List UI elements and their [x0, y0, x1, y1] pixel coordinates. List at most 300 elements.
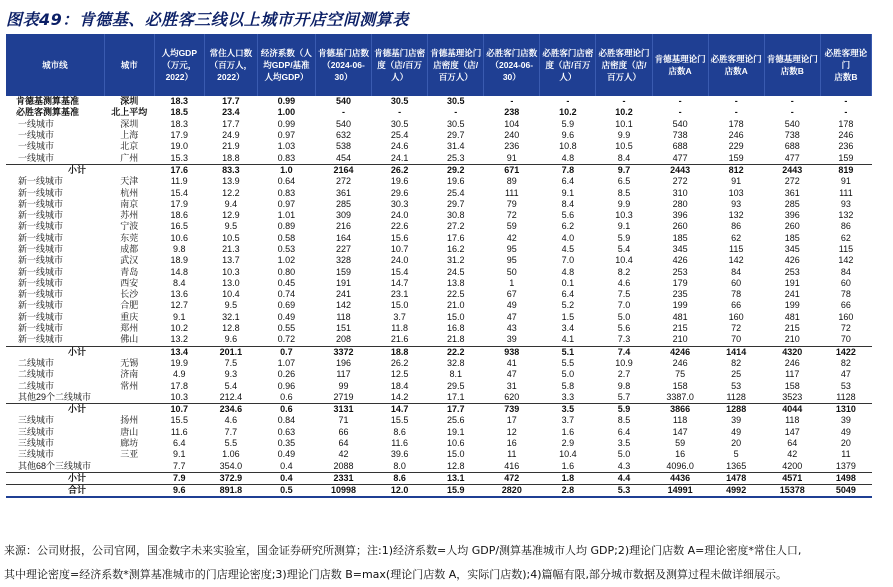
table-row — [6, 415, 872, 426]
table-cell: 66 — [840, 300, 851, 311]
table-cell: 5.5 — [224, 438, 238, 449]
table-cell: 20 — [731, 438, 742, 449]
table-cell: 29.7 — [446, 198, 465, 209]
table-cell: 30.5 — [446, 118, 465, 129]
table-cell: 8.4 — [561, 198, 575, 209]
table-cell: 15.4 — [170, 187, 189, 198]
table-cell: 688 — [784, 141, 800, 152]
table-cell: 4.0 — [561, 232, 575, 243]
table-cell: 新一线城市 — [18, 334, 64, 345]
table-cell: 738 — [672, 130, 688, 141]
table-cell: - — [454, 107, 458, 118]
table-cell: 0.55 — [277, 323, 296, 334]
table-cell: 117 — [785, 369, 800, 380]
table-cell: 0.96 — [277, 380, 296, 391]
table-cell: 15.0 — [446, 311, 465, 322]
table-cell: 147 — [672, 426, 688, 437]
column-header-9[interactable]: 必胜客门店密 度（店/百万 人） — [540, 34, 596, 96]
table-cell: 三线城市 — [18, 426, 55, 437]
table-cell: 武汉 — [120, 255, 139, 266]
table-row — [6, 300, 872, 311]
table-cell: 118 — [672, 415, 688, 426]
table-cell: 103 — [728, 187, 744, 198]
table-cell: 4.1 — [561, 334, 575, 345]
table-cell: 4200 — [782, 460, 803, 471]
table-cell: 118 — [785, 415, 800, 426]
table-cell: 9.3 — [224, 369, 238, 380]
table-cell: 216 — [336, 221, 352, 232]
table-cell: 2719 — [333, 391, 354, 402]
table-cell: 147 — [784, 426, 800, 437]
table-cell: 285 — [784, 198, 800, 209]
table-cell: 7.3 — [617, 334, 631, 345]
table-cell: 540 — [336, 96, 352, 107]
table-cell: 0.1 — [561, 277, 575, 288]
table-cell: 0.26 — [277, 369, 296, 380]
table-cell: 1422 — [820, 346, 871, 358]
table-cell: 9.6 — [561, 130, 575, 141]
table-cell: 111 — [839, 187, 853, 198]
column-header-2[interactable]: 人均GDP （万元， 2022） — [154, 34, 204, 96]
table-cell: 扬州 — [120, 415, 139, 426]
table-cell: 66 — [731, 300, 742, 311]
table-cell: 新一线城市 — [18, 277, 64, 288]
table-cell: 95 — [506, 244, 517, 254]
table-row — [6, 266, 872, 277]
table-cell: 5.9 — [561, 118, 575, 129]
table-cell: 西安 — [120, 277, 139, 288]
table-cell: 13.1 — [428, 472, 484, 484]
table-cell: 4.4 — [596, 472, 652, 484]
table-row — [6, 141, 872, 152]
table-cell: 5.7 — [617, 391, 631, 402]
table-cell: 5.5 — [561, 357, 575, 368]
table-cell: 86 — [840, 221, 851, 232]
table-cell: 4992 — [708, 485, 764, 498]
table-cell: 1365 — [726, 460, 747, 471]
table-cell: 10.3 — [222, 266, 240, 277]
table-cell: 15.4 — [390, 266, 409, 277]
table-cell: 4096.0 — [666, 460, 694, 471]
table-cell: 26.2 — [390, 357, 409, 368]
table-cell: 新一线城市 — [18, 289, 64, 300]
table-cell: 41 — [506, 357, 517, 368]
table-row — [6, 278, 872, 289]
table-cell: 179 — [672, 277, 688, 288]
table-cell: 0.58 — [277, 232, 296, 243]
table-cell: 5.9 — [596, 404, 652, 416]
table-cell: 三线城市 — [18, 438, 55, 449]
table-cell: 199 — [672, 300, 688, 311]
column-header-5[interactable]: 肯德基门店数 （2024-06- 30） — [315, 34, 371, 96]
table-cell: 7.9 — [154, 472, 204, 484]
table-cell: 158 — [784, 380, 800, 391]
table-row — [6, 244, 872, 255]
table-cell: 14.2 — [390, 391, 409, 402]
table-cell: 9.6 — [154, 485, 204, 498]
table-cell: 1128 — [836, 391, 856, 402]
table-cell: 20 — [840, 438, 851, 449]
table-cell: 32.1 — [222, 311, 240, 322]
table-cell: 253 — [784, 266, 800, 277]
table-cell: 9.8 — [173, 244, 186, 254]
header-row — [6, 34, 872, 96]
table-cell: 15378 — [764, 485, 820, 498]
table-cell: 24.0 — [390, 210, 409, 221]
table-cell: 11 — [507, 449, 517, 460]
table-cell: 78 — [731, 289, 742, 300]
table-cell: 819 — [820, 164, 871, 176]
table-cell: 18.3 — [170, 118, 189, 129]
table-cell: 49 — [840, 426, 851, 437]
table-cell: 新一线城市 — [18, 176, 64, 187]
table-cell: 738 — [784, 130, 800, 141]
table-row — [6, 176, 872, 187]
table-cell: 7.5 — [617, 289, 631, 300]
table-cell: 75 — [675, 369, 686, 380]
table-cell: 21.0 — [446, 300, 465, 311]
table-cell — [104, 472, 154, 484]
table-cell: 47 — [506, 369, 517, 380]
table-cell: 0.45 — [277, 277, 296, 288]
table-cell: 540 — [672, 118, 688, 129]
table-cell: 159 — [336, 266, 352, 277]
table-cell: 8.6 — [393, 426, 406, 437]
table-cell: 北京 — [120, 141, 139, 152]
table-cell: 1478 — [708, 472, 764, 484]
table-cell: - — [678, 107, 682, 118]
baseline-row — [6, 96, 872, 107]
table-cell: 5 — [733, 449, 739, 460]
table-cell: 24.6 — [390, 141, 409, 152]
table-cell: 199 — [784, 300, 800, 311]
table-cell: 285 — [336, 198, 352, 209]
column-header-4[interactable]: 经济系数（人 均GDP/基准 人均GDP） — [257, 34, 315, 96]
table-cell — [104, 164, 154, 176]
table-cell: 86 — [731, 221, 742, 232]
table-cell: 30.5 — [446, 96, 465, 107]
table-cell: 671 — [484, 164, 540, 176]
table-cell: 10.4 — [559, 449, 577, 460]
table-cell: 6.4 — [173, 438, 186, 449]
table-cell: 13.8 — [446, 277, 465, 288]
table-cell: 2088 — [333, 460, 354, 471]
table-cell: 241 — [336, 289, 352, 300]
table-row — [6, 369, 872, 380]
table-cell: 22.5 — [446, 289, 465, 300]
table-cell: 396 — [784, 210, 800, 221]
table-cell: 84 — [731, 266, 742, 277]
table-row — [6, 210, 872, 221]
table-cell: 1310 — [820, 404, 871, 416]
table-cell: 10.6 — [170, 232, 189, 243]
table-cell: 唐山 — [120, 426, 139, 437]
table-cell: 12.2 — [222, 187, 240, 198]
table-cell: 0.84 — [277, 415, 296, 426]
table-row — [6, 461, 872, 473]
table-cell: 新一线城市 — [18, 244, 64, 254]
table-cell — [104, 485, 154, 498]
table-cell: 10.7 — [390, 244, 409, 254]
table-cell: 0.7 — [257, 346, 315, 358]
table-cell: 广州 — [120, 152, 139, 163]
column-header-14[interactable]: 必胜客理论门 店数B — [820, 34, 871, 96]
column-header-13[interactable]: 肯德基理论门 店数B — [764, 34, 820, 96]
table-cell: 396 — [672, 210, 688, 221]
table-cell: 2.9 — [561, 438, 575, 449]
column-header-11[interactable]: 肯德基理论门 店数A — [652, 34, 708, 96]
table-cell: 二线城市 — [18, 357, 55, 368]
table-cell: 71 — [338, 415, 349, 426]
column-header-10[interactable]: 必胜客理论门 店密度（店/ 百万人） — [596, 34, 652, 96]
table-cell: 53 — [840, 380, 851, 391]
table-cell: 0.53 — [277, 244, 296, 254]
table-cell: 15.6 — [390, 232, 409, 243]
table-cell: 重庆 — [120, 311, 139, 322]
table-cell: 长沙 — [120, 289, 139, 300]
table-cell: 0.97 — [277, 130, 296, 141]
column-header-0[interactable]: 城市线 — [6, 34, 104, 96]
table-cell: 0.6 — [280, 391, 293, 402]
table-cell: 一线城市 — [18, 141, 55, 152]
table-cell: 21.3 — [222, 244, 240, 254]
table-cell: 0.99 — [277, 96, 296, 107]
table-cell: 4571 — [764, 472, 820, 484]
table-cell: 0.5 — [257, 485, 315, 498]
table-cell: 272 — [672, 176, 688, 187]
subtotal-row-new-tier1 — [6, 346, 872, 358]
table-cell: 其他29个二线城市 — [18, 391, 92, 402]
table-cell: 13.7 — [222, 255, 240, 266]
table-cell: 272 — [336, 176, 352, 187]
table-cell: 0.74 — [277, 289, 296, 300]
table-cell: 93 — [840, 198, 851, 209]
table-cell: 0.35 — [277, 438, 296, 449]
table-cell: 159 — [838, 152, 854, 163]
table-cell: 0.49 — [277, 449, 296, 460]
column-header-12[interactable]: 必胜客理论门 店数A — [708, 34, 764, 96]
table-cell: 481 — [784, 311, 800, 322]
table-cell: 15.5 — [390, 415, 409, 426]
table-cell: 9.1 — [173, 449, 186, 460]
table-row — [6, 130, 872, 141]
table-cell: 32.8 — [446, 357, 465, 368]
table-cell: 13.9 — [222, 176, 240, 187]
table-cell: 39 — [506, 334, 517, 345]
table-cell: 11.9 — [170, 176, 188, 187]
table-cell: 10.5 — [222, 232, 240, 243]
table-cell: 小计 — [6, 346, 104, 358]
table-row — [6, 255, 872, 266]
table-cell: 郑州 — [120, 323, 139, 334]
table-cell: 17.7 — [428, 404, 484, 416]
table-cell: 北上平均 — [111, 107, 148, 118]
table-cell: 新一线城市 — [18, 232, 64, 243]
table-cell: 24.0 — [390, 255, 409, 266]
table-cell: 22.6 — [390, 221, 409, 232]
table-row — [6, 449, 872, 460]
table-cell: 4320 — [764, 346, 820, 358]
table-cell: 67 — [506, 289, 517, 300]
table-cell: 11.6 — [170, 426, 188, 437]
table-cell: 0.89 — [277, 221, 296, 232]
table-cell: 14.7 — [372, 404, 428, 416]
table-cell: 4.9 — [173, 369, 186, 380]
column-header-1[interactable]: 城市 — [104, 34, 154, 96]
table-cell: 29.7 — [446, 130, 465, 141]
table-cell: 10998 — [315, 485, 371, 498]
table-cell: 49 — [506, 300, 517, 311]
table-cell: 95 — [506, 255, 517, 266]
table-cell: 540 — [336, 118, 352, 129]
table-row — [6, 358, 872, 369]
table-cell: 4.3 — [617, 460, 631, 471]
table-cell: 10.8 — [559, 141, 577, 152]
table-cell: 三亚 — [120, 449, 139, 460]
table-cell: 39.6 — [390, 449, 409, 460]
table-cell: 29.5 — [446, 380, 465, 391]
table-cell: 9.9 — [617, 130, 631, 141]
table-cell: 2331 — [315, 472, 371, 484]
table-cell: 10.4 — [615, 255, 633, 266]
table-cell: 7.8 — [540, 164, 596, 176]
table-cell: 0.49 — [277, 311, 296, 322]
table-cell: 1414 — [708, 346, 764, 358]
column-header-8[interactable]: 必胜客门店数 （2024-06- 30） — [484, 34, 540, 96]
table-cell: - — [734, 96, 738, 107]
subtotal-row-tier3 — [6, 472, 872, 484]
table-cell: 1.06 — [222, 449, 240, 460]
table-row — [6, 119, 872, 130]
table-cell: 416 — [504, 460, 520, 471]
table-cell: 天津 — [120, 176, 139, 187]
table-cell: 15.0 — [446, 449, 465, 460]
table-cell: 5049 — [820, 485, 871, 498]
table-cell: 236 — [838, 141, 854, 152]
table-cell: 159 — [728, 152, 744, 163]
table-cell: 17.7 — [222, 118, 240, 129]
subtotal-row-tier2 — [6, 404, 872, 416]
table-cell: 79 — [506, 198, 517, 209]
table-row — [6, 438, 872, 449]
table-cell: 7.4 — [596, 346, 652, 358]
table-cell: 6.4 — [617, 426, 631, 437]
column-header-7[interactable]: 肯德基理论门 店密度（店/ 百万人） — [428, 34, 484, 96]
table-cell: 118 — [336, 311, 351, 322]
table-cell: 11.8 — [391, 323, 409, 334]
column-header-3[interactable]: 常住人口数 （百万人， 2022） — [204, 34, 257, 96]
table-cell: 10.2 — [615, 107, 633, 118]
table-cell: 8.6 — [372, 472, 428, 484]
table-cell: 3.7 — [561, 415, 575, 426]
table-cell: 12 — [506, 426, 517, 437]
table-cell: 59 — [675, 438, 686, 449]
table-cell: 246 — [728, 130, 744, 141]
table-cell: 18.3 — [170, 96, 189, 107]
table-cell: 5.6 — [561, 210, 575, 221]
table-cell: 272 — [784, 176, 800, 187]
table-cell: 16 — [675, 449, 686, 460]
column-header-6[interactable]: 肯德基门店密 度（店/百万 人） — [372, 34, 428, 96]
table-cell: 一线城市 — [18, 130, 55, 141]
table-cell: 4044 — [764, 404, 820, 416]
table-cell: 7.7 — [224, 426, 238, 437]
table-cell: 5.2 — [561, 300, 575, 311]
table-cell: 164 — [336, 232, 352, 243]
table-cell: 8.1 — [449, 369, 462, 380]
table-cell: 5.0 — [617, 311, 631, 322]
table-cell: 260 — [672, 221, 688, 232]
table-cell: 25.4 — [390, 130, 409, 141]
table-cell: 210 — [784, 334, 800, 345]
table-body — [6, 96, 872, 497]
subtotal-row-tier1 — [6, 164, 872, 176]
table-cell: 15.3 — [170, 152, 189, 163]
table-cell: 4.6 — [617, 277, 631, 288]
table-cell: 2820 — [484, 485, 540, 498]
table-row — [6, 392, 872, 404]
table-cell: 3.4 — [561, 323, 575, 334]
table-cell: 472 — [484, 472, 540, 484]
table-cell: 10.5 — [615, 141, 633, 152]
table-cell: 6.4 — [561, 289, 575, 300]
table-cell: 9.5 — [224, 221, 238, 232]
table-cell: 31.4 — [446, 141, 465, 152]
table-cell: 3131 — [315, 404, 371, 416]
table-cell: 540 — [784, 118, 800, 129]
table-row — [6, 199, 872, 210]
table-cell: 9.1 — [173, 311, 186, 322]
table-cell: 238 — [504, 107, 520, 118]
table-cell: 新一线城市 — [18, 198, 64, 209]
table-cell: 481 — [672, 311, 688, 322]
table-cell: 3523 — [782, 391, 803, 402]
table-cell: 合肥 — [120, 300, 139, 311]
table-cell: 上海 — [120, 130, 139, 141]
table-cell: 21.9 — [222, 141, 240, 152]
table-cell: 72 — [731, 323, 742, 334]
table-cell: 185 — [784, 232, 800, 243]
table-cell: 142 — [336, 300, 352, 311]
table-cell: 89 — [506, 176, 517, 187]
table-cell: 227 — [336, 244, 352, 254]
table-cell — [104, 346, 154, 358]
table-cell: 260 — [784, 221, 800, 232]
table-cell: 111 — [504, 187, 519, 198]
table-cell: 1.01 — [277, 210, 296, 221]
table-cell: 13.4 — [154, 346, 204, 358]
table-row — [6, 221, 872, 232]
table-cell: 620 — [504, 391, 520, 402]
source-note-line-2: 其中理论密度=经济系数*测算基准城市的门店理论密度;3)理论门店数 B=max(理论门店数 A，实际门店数);4)篇幅有限,部分城市数据及测算过程未做详细展示。 — [4, 568, 788, 581]
table-cell: 72 — [506, 210, 517, 221]
table-cell: 1.0 — [257, 164, 315, 176]
table-cell: 9.9 — [617, 198, 631, 209]
page-title: 图表49：肯德基、必胜客三线以上城市开店空间测算表 — [6, 10, 409, 29]
table-cell: 47 — [506, 311, 517, 322]
table-cell: 24.5 — [446, 266, 465, 277]
table-cell: 杭州 — [120, 187, 139, 198]
table-cell: 5.6 — [617, 323, 631, 334]
table-cell: 10.2 — [170, 323, 189, 334]
table-cell: 5.1 — [540, 346, 596, 358]
table-cell: 10.6 — [446, 438, 465, 449]
table-cell: 210 — [672, 334, 688, 345]
table-cell: 104 — [504, 118, 520, 129]
table-cell: 1.5 — [561, 311, 575, 322]
table-cell: 39 — [840, 415, 851, 426]
table-cell: 201.1 — [204, 346, 257, 358]
